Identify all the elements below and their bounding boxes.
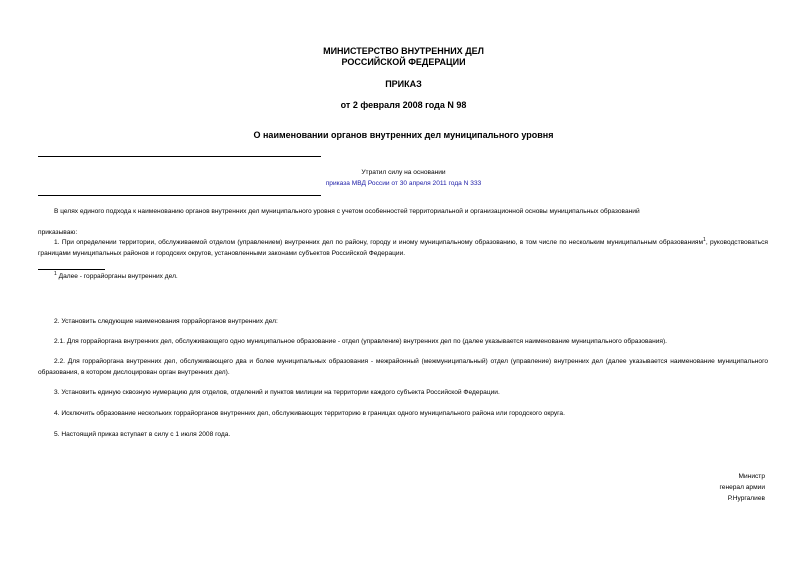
order-word: приказываю: <box>38 229 78 236</box>
document-type: ПРИКАЗ <box>385 79 422 89</box>
basis-order-link[interactable]: приказа МВД России от 30 апреля 2011 года N 333 <box>325 180 482 187</box>
ministry-name-line2: РОССИЙСКОЙ ФЕДЕРАЦИИ <box>341 57 466 67</box>
signature-position: Министр <box>738 473 765 480</box>
ministry-name-line1: МИНИСТЕРСТВО ВНУТРЕННИХ ДЕЛ <box>323 46 484 56</box>
signature-rank: генерал армии <box>719 484 765 491</box>
footnote-text: Далее - горрайорганы внутренних дел. <box>58 273 178 280</box>
footnote-mark: 1 <box>54 270 57 277</box>
item-1-text: 1. При определении территории, обслуживаемой отделом (управлением) внутренних дел по району, городу и иному муниципальному образованию, в том числе по нескольким муниципальным образованиям <box>54 239 704 246</box>
item-2-1-paragraph: 2.1. Для горрайоргана внутренних дел, обслуживающего одно муниципальное образование - отдел (управление) внутренних дел по (далее указывается наименование муниципального образования). <box>54 338 667 345</box>
signature-name: Р.Нургалиев <box>727 495 765 502</box>
item-4-paragraph: 4. Исключить образование нескольких горрайорганов внутренних дел, обслуживающих территорию в границах одного муниципального района или городского округа. <box>54 410 565 417</box>
footnote-ref[interactable]: 1 <box>703 236 706 243</box>
status-lost-force: Утратил силу на основании <box>361 169 446 176</box>
item-3-paragraph: 3. Установить единую сквозную нумерацию для отделов, отделений и пунктов милиции на территории каждого субъекта Российской Федерации. <box>54 389 500 396</box>
item-1-tail: , руководствоваться границами муниципальных районов и городских округов, установленными законами субъектов Российской Федерации. <box>38 239 768 257</box>
footnote <box>54 272 454 283</box>
preamble-paragraph: В целях единого подхода к наименованию органов внутренних дел муниципального уровня с учетом особенностей территориальной и организационной основы муниципальных образований <box>54 208 640 215</box>
document-date-number: от 2 февраля 2008 года N 98 <box>340 100 467 110</box>
divider-bottom <box>38 195 321 196</box>
document-title: О наименовании органов внутренних дел муниципального уровня <box>253 130 554 140</box>
divider-top <box>38 156 321 157</box>
item-2-2-paragraph: 2.2. Для горрайоргана внутренних дел, обслуживающего два и более муниципальных образования - межрайонный (межмуниципальный) отдел (управление) внутренних дел (далее указывается наименование муниципального образования, в котором дислоцирован орган внутренних дел). <box>38 358 768 376</box>
item-1-paragraph <box>38 238 768 259</box>
item-2-paragraph: 2. Установить следующие наименования горрайорганов внутренних дел: <box>54 318 278 325</box>
footnote-divider <box>38 269 105 270</box>
item-5-paragraph: 5. Настоящий приказ вступает в силу с 1 июля 2008 года. <box>54 431 231 438</box>
